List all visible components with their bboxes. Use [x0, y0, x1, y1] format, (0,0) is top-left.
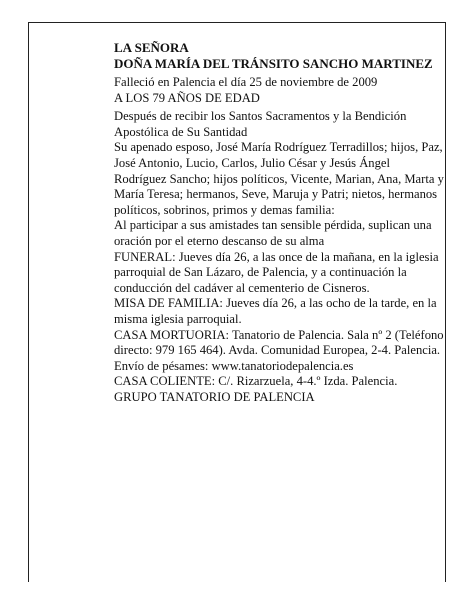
mortuary-text: CASA MORTUORIA: Tanatorio de Palencia. Sala nº 2 (Teléfono directo: 979 165 464). Avda. Comunidad Europea, 2-4. Palencia.: [114, 327, 444, 358]
sacraments-text: Después de recibir los Santos Sacramentos y la Bendición Apostólica de Su Santidad: [114, 109, 407, 139]
notice-title-line2: DOÑA MARÍA DEL TRÁNSITO SANCHO MARTINEZ: [114, 56, 433, 71]
family-mass-text: MISA DE FAMILIA: Jueves día 26, a las ocho de la tarde, en la misma iglesia parroquial.: [114, 296, 437, 326]
group-text: GRUPO TANATORIO DE PALENCIA: [114, 389, 315, 404]
prayer-request-text: Al participar a sus amistades tan sensible pérdida, suplican una oración por el eterno descanso de su alma: [114, 218, 432, 248]
obituary-notice: [114, 40, 444, 405]
condolences-text: Envío de pésames: www.tanatoriodepalencia.es: [114, 358, 354, 373]
notice-title-line1: LA SEÑORA: [114, 40, 189, 55]
funeral-text: FUNERAL: Jueves día 26, a las once de la mañana, en la iglesia parroquial de San Lázaro, de Palencia, y a continuación la conducción del cadáver al cementerio de Cisneros.: [114, 249, 439, 295]
death-date-text: Falleció en Palencia el día 25 de noviembre de 2009: [114, 75, 378, 89]
age-text: A LOS 79 AÑOS DE EDAD: [114, 90, 260, 105]
family-list-text: Su apenado esposo, José María Rodríguez Terradillos; hijos, Paz, José Antonio, Lucio, Carlos, Julio César y Jesús Ángel Rodríguez Sancho; hijos políticos, Vicente, Marian, Ana, Marta y María Teresa; hermanos, Seve, Maruja y Patri; nietos, hermanos políticos, sobrinos, primos y demas familia:: [114, 140, 444, 217]
coliente-text: CASA COLIENTE: C/. Rizarzuela, 4-4.º Izda. Palencia.: [114, 374, 398, 389]
